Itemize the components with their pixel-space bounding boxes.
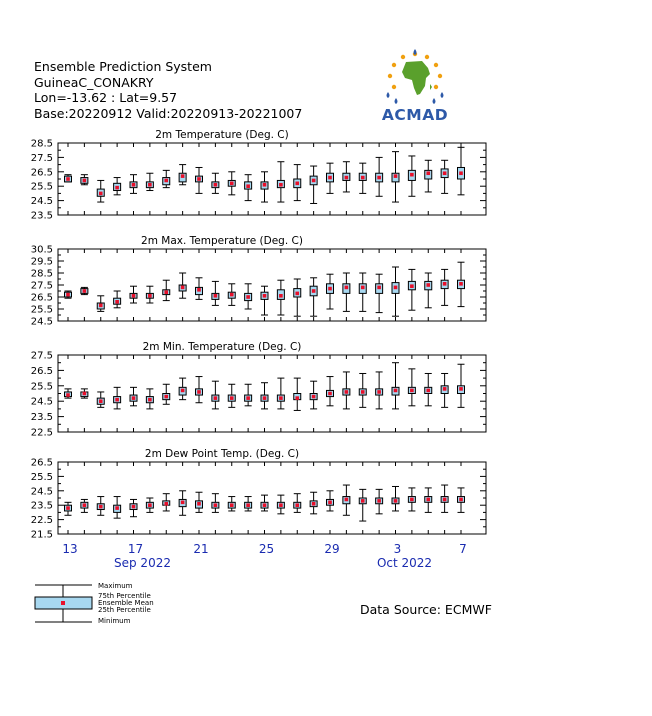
panel-title: 2m Dew Point Temp. (Deg. C) xyxy=(144,448,300,460)
mean-marker xyxy=(394,174,398,178)
station-coordinates: Lon=-13.62 : Lat=9.57 xyxy=(34,90,178,105)
mean-marker xyxy=(443,171,447,175)
mean-marker xyxy=(214,183,218,187)
y-tick-label: 24.5 xyxy=(30,316,53,328)
mean-marker xyxy=(115,398,119,402)
y-tick-label: 27.5 xyxy=(30,350,53,362)
legend-maximum: Maximum xyxy=(98,582,133,590)
system-title: Ensemble Prediction System xyxy=(34,59,212,74)
y-tick-label: 25.5 xyxy=(30,181,53,193)
chart-panel-3 xyxy=(31,341,486,439)
y-tick-label: 23.5 xyxy=(30,500,53,512)
logo-text: ACMAD xyxy=(381,106,449,124)
mean-marker xyxy=(345,390,349,394)
legend-mean: Ensemble Mean xyxy=(98,599,154,607)
legend-p25: 25th Percentile xyxy=(98,606,151,614)
x-day-label: 17 xyxy=(127,542,144,556)
mean-marker xyxy=(246,295,250,299)
mean-marker xyxy=(328,287,332,291)
mean-marker xyxy=(295,292,299,296)
x-day-label: 7 xyxy=(459,542,467,556)
mean-marker xyxy=(181,286,185,290)
mean-marker xyxy=(164,395,168,399)
mean-marker xyxy=(328,176,332,180)
legend-box-symbol xyxy=(30,582,100,628)
x-month-label: Sep 2022 xyxy=(114,556,171,570)
mean-marker xyxy=(148,183,152,187)
panel-title: 2m Max. Temperature (Deg. C) xyxy=(141,235,303,247)
station-name: GuineaC_CONAKRY xyxy=(34,74,154,90)
y-tick-label: 25.5 xyxy=(30,381,53,393)
mean-marker xyxy=(394,499,398,503)
panel-title: 2m Min. Temperature (Deg. C) xyxy=(142,341,302,353)
y-tick-label: 22.5 xyxy=(30,515,53,527)
mean-marker xyxy=(66,393,70,397)
mean-marker xyxy=(181,389,185,393)
mean-marker xyxy=(83,392,87,396)
mean-marker xyxy=(394,389,398,393)
mean-marker xyxy=(66,506,70,510)
mean-marker xyxy=(83,289,87,293)
x-day-label: 13 xyxy=(62,542,78,556)
mean-marker xyxy=(83,503,87,507)
mean-marker xyxy=(459,282,463,286)
mean-marker xyxy=(66,177,70,181)
mean-marker xyxy=(99,399,103,403)
mean-marker xyxy=(115,186,119,190)
mean-marker xyxy=(459,387,463,391)
mean-marker xyxy=(328,501,332,505)
mean-marker xyxy=(279,503,283,507)
mean-marker xyxy=(263,294,267,298)
mean-marker xyxy=(426,283,430,287)
mean-marker xyxy=(197,288,201,292)
mean-marker xyxy=(115,300,119,304)
mean-marker xyxy=(377,286,381,290)
legend-minimum: Minimum xyxy=(98,617,131,625)
mean-marker xyxy=(443,282,447,286)
mean-marker xyxy=(197,502,201,506)
mean-marker xyxy=(197,177,201,181)
mean-marker xyxy=(263,183,267,187)
y-tick-label: 26.5 xyxy=(30,365,53,377)
y-tick-label: 23.5 xyxy=(30,412,53,424)
mean-marker xyxy=(99,192,103,196)
mean-marker xyxy=(312,395,316,399)
mean-marker xyxy=(361,176,365,180)
mean-marker xyxy=(230,503,234,507)
mean-marker xyxy=(214,503,218,507)
mean-marker xyxy=(345,498,349,502)
x-day-label: 3 xyxy=(393,542,402,556)
mean-marker xyxy=(295,396,299,400)
chart-panel-1 xyxy=(31,129,486,222)
mean-marker xyxy=(263,503,267,507)
mean-marker xyxy=(148,294,152,298)
mean-marker xyxy=(426,171,430,175)
mean-marker xyxy=(148,398,152,402)
mean-marker xyxy=(181,501,185,505)
mean-marker xyxy=(426,389,430,393)
mean-marker xyxy=(83,179,87,183)
mean-marker xyxy=(377,176,381,180)
x-day-label: 29 xyxy=(324,542,340,556)
chart-panel-2 xyxy=(31,235,486,328)
mean-marker xyxy=(410,498,414,502)
y-tick-label: 25.5 xyxy=(30,471,53,483)
mean-marker xyxy=(214,396,218,400)
x-day-label: 21 xyxy=(193,542,209,556)
mean-marker xyxy=(197,390,201,394)
mean-marker xyxy=(328,392,332,396)
mean-marker xyxy=(132,183,136,187)
chart-panel-4 xyxy=(31,448,486,541)
mean-marker xyxy=(345,176,349,180)
plot-frame xyxy=(58,355,486,432)
y-tick-label: 23.5 xyxy=(30,210,53,222)
y-tick-label: 26.5 xyxy=(30,292,53,304)
mean-marker xyxy=(312,502,316,506)
mean-marker xyxy=(99,505,103,509)
mean-marker xyxy=(230,293,234,297)
mean-marker xyxy=(410,284,414,288)
panel-title: 2m Temperature (Deg. C) xyxy=(155,129,289,141)
mean-marker xyxy=(115,506,119,510)
mean-marker xyxy=(295,503,299,507)
mean-marker xyxy=(132,294,136,298)
mean-marker xyxy=(164,179,168,183)
mean-marker xyxy=(459,171,463,175)
mean-marker xyxy=(66,293,70,297)
x-axis-labels xyxy=(62,542,466,570)
plot-frame xyxy=(58,249,486,321)
y-tick-label: 30.5 xyxy=(30,244,53,256)
y-tick-label: 24.5 xyxy=(30,196,53,208)
mean-marker xyxy=(263,396,267,400)
mean-marker xyxy=(312,289,316,293)
mean-marker xyxy=(246,503,250,507)
mean-marker xyxy=(214,294,218,298)
y-tick-label: 27.5 xyxy=(30,152,53,164)
mean-marker xyxy=(164,502,168,506)
mean-marker xyxy=(246,184,250,188)
x-day-label: 25 xyxy=(258,542,275,556)
mean-marker xyxy=(148,503,152,507)
mean-marker xyxy=(361,286,365,290)
mean-marker xyxy=(230,182,234,186)
mean-marker xyxy=(410,389,414,393)
y-tick-label: 28.5 xyxy=(30,268,53,280)
mean-marker xyxy=(246,396,250,400)
mean-marker xyxy=(132,396,136,400)
mean-marker xyxy=(394,286,398,290)
mean-marker xyxy=(181,174,185,178)
mean-marker xyxy=(443,498,447,502)
mean-marker xyxy=(361,499,365,503)
mean-marker xyxy=(361,390,365,394)
mean-marker xyxy=(279,294,283,298)
mean-marker xyxy=(279,396,283,400)
y-tick-label: 29.5 xyxy=(30,256,53,268)
plot-frame xyxy=(58,462,486,534)
mean-marker xyxy=(132,505,136,509)
y-tick-label: 24.5 xyxy=(30,396,53,408)
mean-marker xyxy=(295,182,299,186)
legend xyxy=(30,582,210,628)
mean-marker xyxy=(410,173,414,177)
mean-marker xyxy=(345,286,349,290)
base-valid-dates: Base:20220912 Valid:20220913-20221007 xyxy=(34,105,303,121)
plot-frame xyxy=(58,143,486,215)
x-month-label: Oct 2022 xyxy=(376,556,433,570)
y-tick-label: 26.5 xyxy=(30,167,53,179)
mean-marker xyxy=(164,290,168,294)
mean-marker xyxy=(230,396,234,400)
y-tick-label: 22.5 xyxy=(30,427,53,439)
legend-p75: 75th Percentile xyxy=(98,592,151,600)
mean-marker xyxy=(312,179,316,183)
y-tick-label: 24.5 xyxy=(30,486,53,498)
mean-marker xyxy=(279,183,283,187)
mean-marker xyxy=(459,498,463,502)
y-tick-label: 26.5 xyxy=(30,457,53,469)
y-tick-label: 25.5 xyxy=(30,304,53,316)
data-source: Data Source: ECMWF xyxy=(360,602,492,617)
y-tick-label: 21.5 xyxy=(30,529,53,541)
y-tick-label: 27.5 xyxy=(30,280,53,292)
y-tick-label: 28.5 xyxy=(30,138,53,150)
mean-marker xyxy=(99,304,103,308)
mean-marker xyxy=(426,498,430,502)
mean-marker xyxy=(377,499,381,503)
mean-marker xyxy=(377,390,381,394)
mean-marker xyxy=(443,387,447,391)
